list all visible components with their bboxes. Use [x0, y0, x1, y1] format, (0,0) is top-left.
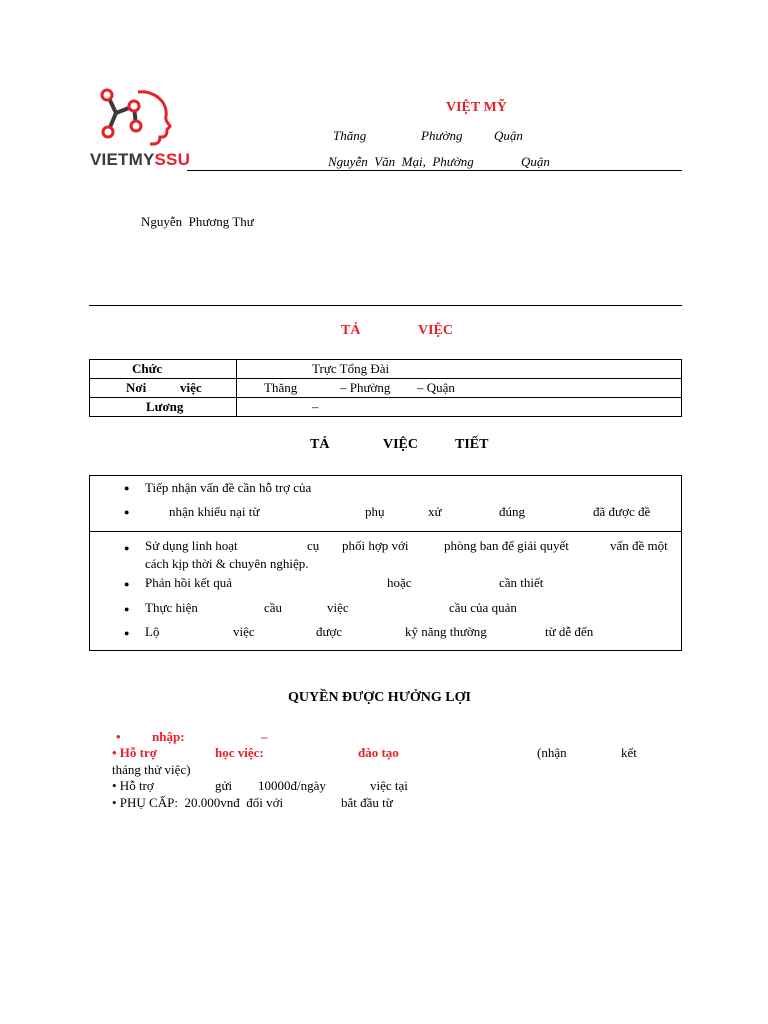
workplace-value-part2: – Phường	[340, 380, 391, 395]
detail-title-part2: VIỆC	[383, 437, 419, 452]
salary-value: –	[312, 399, 319, 414]
benefit-parking-part1: • Hỗ trợ	[112, 778, 154, 793]
duty-item-4-part2: hoặc	[387, 575, 412, 590]
benefit-parking-part3: 10000đ/ngày	[258, 778, 326, 793]
benefit-allowance-part2: bắt đầu từ	[341, 795, 393, 810]
duty-item-3-part2: cụ	[307, 538, 320, 553]
bullet-icon: ●	[124, 483, 130, 493]
job-title-part2: VIỆC	[418, 323, 454, 338]
workplace-label-part1: Nơi	[126, 380, 147, 395]
bullet-icon: ●	[124, 579, 130, 589]
detail-title-part3: TIẾT	[455, 437, 489, 452]
recipient-name: Nguyễn Phương Thư	[141, 214, 254, 229]
bullet-icon: ●	[124, 543, 130, 553]
header-divider	[187, 170, 682, 171]
address-line1-part2: Phường	[421, 128, 463, 143]
bullet-icon: ●	[124, 628, 130, 638]
company-name: VIỆT MỸ	[446, 100, 507, 115]
table-row	[90, 360, 682, 379]
duty-item-2-part2: phụ	[365, 504, 385, 519]
duty-item-3-cont: cách kịp thời & chuyên nghiệp.	[145, 556, 309, 571]
duty-item-6-part2: việc	[233, 624, 255, 639]
company-logo	[90, 88, 190, 176]
duty-item-2-part3: xử	[428, 504, 442, 519]
bullet-icon: ●	[124, 604, 130, 614]
benefit-support-part2: học việc:	[215, 745, 264, 760]
logo-text-vietmy: VIETMY	[90, 150, 155, 169]
benefit-support-part3: đào tạo	[358, 745, 399, 760]
job-position-label: Chức	[132, 361, 163, 376]
duties-box-1	[89, 475, 682, 532]
duty-item-3-part5: vấn đề một	[610, 538, 668, 553]
benefit-parking-part4: việc tại	[370, 778, 408, 793]
benefit-income-dash: –	[261, 729, 268, 744]
duty-item-5-part3: việc	[327, 600, 349, 615]
workplace-value-part3: – Quận	[417, 380, 455, 395]
section-divider	[89, 305, 682, 306]
benefit-income-bullet: •	[116, 729, 121, 744]
detail-title-part1: TẢ	[310, 437, 330, 452]
benefit-allowance-part1: • PHỤ CẤP: 20.000vnđ đối với	[112, 795, 284, 810]
address-line2-part2: Quận	[521, 154, 550, 169]
duty-item-6-part3: được	[316, 624, 343, 639]
address-line2-part1: Nguyễn Văn Mại, Phường	[328, 154, 474, 169]
benefit-support-cont: tháng thử việc)	[112, 762, 191, 777]
table-row	[90, 379, 682, 398]
duty-item-4-part3: cần thiết	[499, 575, 544, 590]
duty-item-2-part1: nhận khiếu nại từ	[169, 504, 260, 519]
workplace-value-part1: Thăng	[264, 380, 298, 395]
benefit-support-part4: (nhận	[537, 745, 567, 760]
benefit-income-label: nhập:	[152, 729, 185, 744]
table-row	[90, 398, 682, 417]
address-line1-part3: Quận	[494, 128, 523, 143]
duty-item-6-part5: từ dễ đến	[545, 624, 594, 639]
duty-item-5-part1: Thực hiện	[145, 600, 198, 615]
duty-item-5-part2: cầu	[264, 600, 283, 615]
benefit-parking-part2: gửi	[215, 778, 233, 793]
benefits-title: QUYỀN ĐƯỢC HƯỞNG LỢI	[288, 690, 471, 705]
duty-item-5-part4: cầu của quản	[449, 600, 517, 615]
logo-wordmark	[90, 150, 190, 170]
duty-item-3-part4: phòng ban để giải quyết	[444, 538, 569, 553]
duty-item-3-part3: phối hợp với	[342, 538, 409, 553]
benefit-support-part5: kết	[621, 745, 637, 760]
bullet-icon: ●	[124, 507, 130, 517]
duty-item-2-part5: đã được đề	[593, 504, 651, 519]
job-info-table	[89, 359, 682, 417]
workplace-label-part2: việc	[180, 380, 202, 395]
benefit-support-label: • Hỗ trợ	[112, 745, 157, 760]
duty-item-6-part4: kỹ năng thường	[405, 624, 487, 639]
duty-item-3-part1: Sử dụng linh hoạt	[145, 538, 238, 553]
job-title-part1: TẢ	[341, 323, 361, 338]
duty-item-4-part1: Phản hồi kết quả	[145, 575, 233, 590]
job-position-value: Trực Tổng Đài	[312, 361, 390, 376]
logo-head-icon	[94, 88, 174, 148]
salary-label: Lương	[146, 399, 184, 414]
duties-box-2	[89, 531, 682, 651]
duty-item-2-part4: đúng	[499, 504, 525, 519]
duty-item-6-part1: Lộ	[145, 624, 160, 639]
logo-text-ssu: SSU	[154, 150, 191, 169]
duty-item-1: Tiếp nhận vấn đề cần hỗ trợ của	[145, 480, 312, 495]
address-line1-part1: Thăng	[333, 128, 367, 143]
